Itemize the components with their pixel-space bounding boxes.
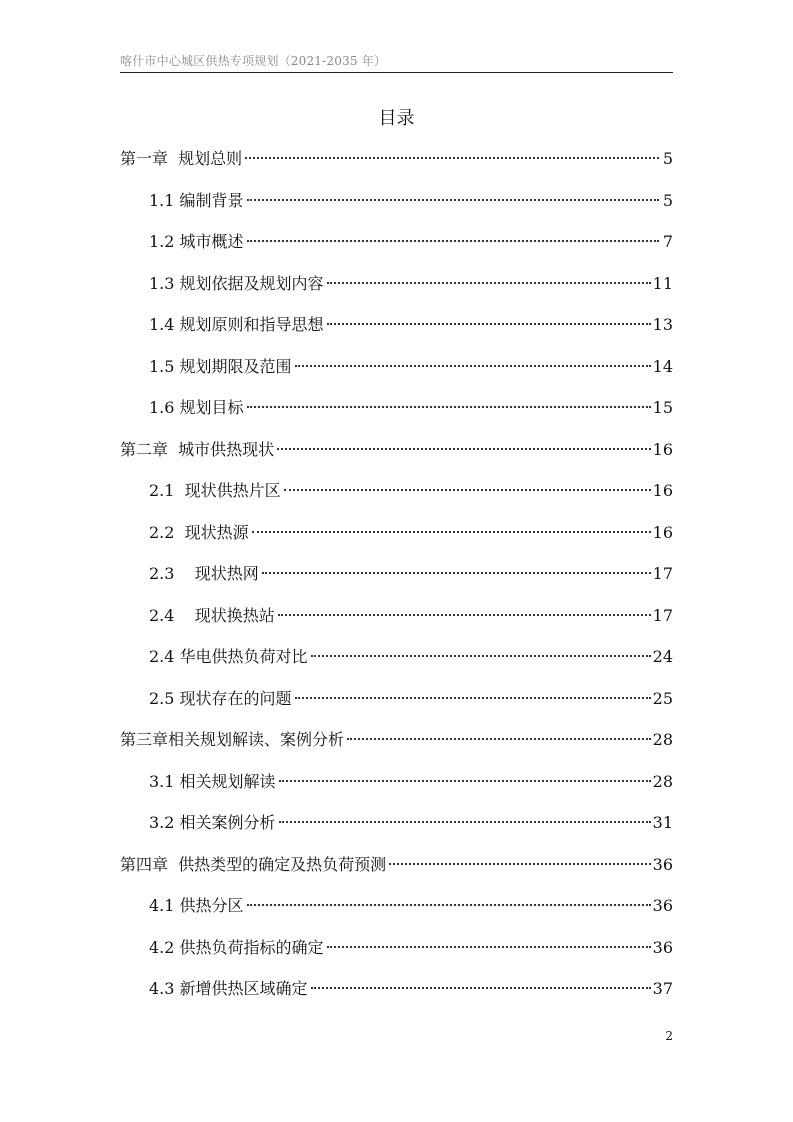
dot-leader [247,239,659,242]
toc-entry-page: 16 [652,481,673,500]
toc-entry[interactable] [120,893,673,935]
dot-leader [284,488,651,491]
toc-entry-page: 17 [652,564,673,583]
toc-entry[interactable] [120,976,673,1018]
toc-entry[interactable] [120,769,673,811]
toc-entry[interactable] [120,478,673,520]
page-number: 2 [665,1029,673,1043]
toc-entry-page: 36 [652,854,673,874]
toc-entry-label: 1.5 规划期限及范围 [149,356,292,376]
header-rule [120,72,673,73]
dot-leader [252,530,651,533]
dot-leader [262,571,651,574]
dot-leader [295,364,651,367]
toc-entry-page: 11 [652,273,673,293]
dot-leader [278,613,651,616]
toc-entry-label: 第一章 规划总则 [120,149,243,168]
toc-entry-label: 第四章 供热类型的确定及热负荷预测 [120,854,387,874]
toc-entry-page: 16 [652,522,673,542]
toc-entry-label: 1.4 规划原则和指导思想 [149,315,324,334]
dot-leader [327,322,651,325]
toc-entry-page: 37 [652,979,673,998]
toc-entry[interactable] [120,603,673,645]
toc-entry[interactable] [120,312,673,354]
toc-entry-page: 5 [662,149,673,168]
toc-entry[interactable] [120,727,673,769]
dot-leader [247,405,651,408]
dot-leader [327,945,651,948]
toc-entry-label: 3.1 相关规划解读 [149,771,276,791]
toc-entry[interactable] [120,146,673,188]
toc-entry-page: 36 [652,896,673,915]
toc-entry-label: 4.3 新增供热区域确定 [149,979,308,998]
dot-leader [311,654,651,657]
toc-entry-label: 第二章 城市供热现状 [120,439,275,459]
dot-leader [247,903,651,906]
toc-entry[interactable] [120,644,673,686]
toc-entry-page: 5 [662,190,673,210]
toc-entry[interactable] [120,437,673,479]
toc-entry-page: 13 [652,315,673,334]
toc-entry-page: 24 [652,647,673,666]
dot-leader [295,696,651,699]
toc-entry-page: 28 [652,730,673,749]
toc-entry[interactable] [120,520,673,562]
dot-leader [277,447,650,450]
toc-entry-page: 14 [652,356,673,376]
toc-entry-page: 28 [652,771,673,791]
toc-entry-label: 1.1 编制背景 [149,190,244,210]
toc-entry-label: 1.2 城市概述 [149,232,244,251]
toc-entry[interactable] [120,188,673,230]
toc-entry-page: 15 [652,398,673,417]
toc-entry-label: 2.5 现状存在的问题 [149,688,292,708]
toc-entry-page: 25 [652,688,673,708]
toc-entry-page: 36 [652,937,673,957]
toc-entry[interactable] [120,810,673,852]
toc-entry-page: 16 [652,439,673,459]
toc-entry[interactable] [120,229,673,271]
toc-entry-label: 2.3 现状热网 [149,564,259,583]
toc-entry[interactable] [120,271,673,313]
toc-entry[interactable] [120,561,673,603]
toc-entry-label: 2.1 现状供热片区 [149,481,281,500]
table-of-contents [120,146,673,1018]
dot-leader [311,986,651,989]
toc-title: 目录 [378,108,415,129]
toc-entry[interactable] [120,395,673,437]
toc-entry-page: 7 [662,232,673,251]
toc-entry-label: 2.4 现状换热站 [149,605,275,625]
toc-entry-label: 4.2 供热负荷指标的确定 [149,937,324,957]
toc-entry[interactable] [120,354,673,396]
dot-leader [279,779,651,782]
toc-entry-label: 2.4 华电供热负荷对比 [149,647,308,666]
toc-entry-label: 3.2 相关案例分析 [149,813,276,832]
running-header: 喀什市中心城区供热专项规划（2021-2035 年） [120,54,387,68]
dot-leader [245,156,659,159]
dot-leader [279,820,651,823]
toc-entry-label: 4.1 供热分区 [149,896,244,915]
toc-entry-label: 第三章相关规划解读、案例分析 [120,730,345,749]
toc-entry[interactable] [120,935,673,977]
dot-leader [247,198,659,201]
toc-entry-label: 1.3 规划依据及规划内容 [149,273,324,293]
toc-entry-label: 2.2 现状热源 [149,522,249,542]
toc-entry-page: 31 [652,813,673,832]
toc-entry-page: 17 [652,605,673,625]
dot-leader [327,281,651,284]
toc-entry-label: 1.6 规划目标 [149,398,244,417]
dot-leader [347,737,651,740]
dot-leader [389,862,650,865]
toc-entry[interactable] [120,686,673,728]
toc-entry[interactable] [120,852,673,894]
